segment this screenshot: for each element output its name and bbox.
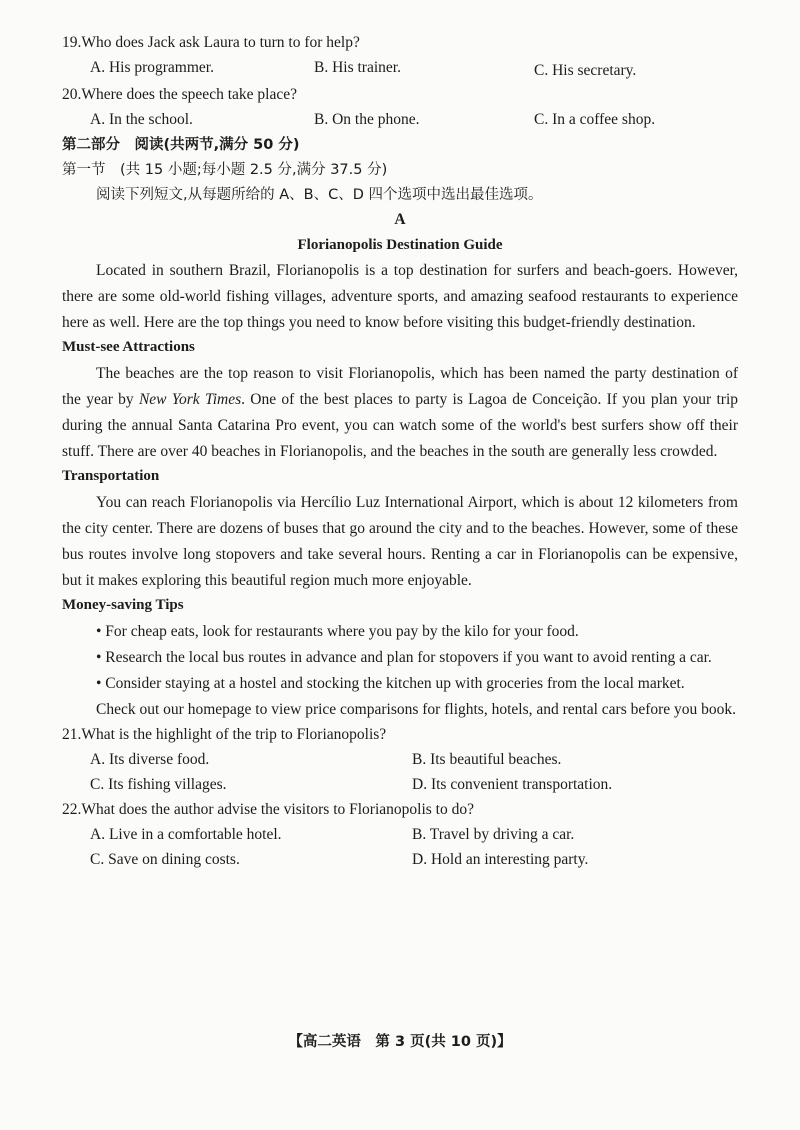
option-c: C. In a coffee shop. [534, 111, 656, 128]
option-b: B. Travel by driving a car. [412, 826, 575, 844]
option-c: C. His secretary. [534, 62, 637, 79]
option-c: C. Save on dining costs. [90, 851, 240, 869]
option-a: A. In the school. [90, 111, 193, 128]
question-20 [62, 82, 738, 107]
question-text: Where does the speech take place? [81, 86, 297, 103]
option-b: B. His trainer. [314, 59, 401, 76]
options-21-row1 [62, 747, 738, 772]
options-19 [62, 55, 738, 80]
attractions-paragraph: The beaches are the top reason to visit Florianopolis, which has been named the party destination of the year by New York Times. One of the best places to party is Lagoa de Conceição. If you plan your trip during the annual Santa Catarina Pro event, you can watch some of the world's best surfers show off their stuff. There are over 40 beaches in Florianopolis, and the beaches in the south are generally less crowded. [62, 365, 739, 460]
option-a: A. Its diverse food. [90, 751, 210, 769]
question-text: Who does Jack ask Laura to turn to for help? [81, 34, 360, 51]
options-20 [62, 107, 738, 132]
exam-page [62, 30, 738, 872]
option-a: A. Live in a comfortable hotel. [90, 826, 282, 844]
option-c: C. Its fishing villages. [90, 776, 227, 794]
question-number: 19. [62, 34, 82, 51]
question-19 [62, 30, 738, 55]
closing-paragraph: Check out our homepage to view price comparisons for flights, hotels, and rental cars before you book. [96, 700, 737, 718]
options-21-row2 [62, 772, 738, 797]
option-d: D. Its convenient transportation. [412, 776, 613, 794]
question-number: 20. [62, 86, 82, 103]
question-22: 22.What does the author advise the visitors to Florianopolis to do? [62, 801, 474, 819]
intro-paragraph: Located in southern Brazil, Florianopolis is a top destination for surfers and beach-goers. However, there are some old-world fishing villages, adventure sports, and amazing seafood restaurants to experience here as well. Here are the top things you need to know before visiting this budget-friendly destination. [62, 262, 738, 331]
passage-title: Florianopolis Destination Guide [297, 237, 503, 253]
tip-item: • Consider staying at a hostel and stocking the kitchen up with groceries from the local market. [96, 674, 685, 692]
transportation-heading: Transportation [62, 468, 160, 485]
options-22-row2 [62, 847, 738, 872]
tips-heading: Money-saving Tips [62, 597, 184, 614]
options-22-row1 [62, 822, 738, 847]
option-d: D. Hold an interesting party. [412, 851, 589, 869]
instructions: 阅读下列短文,从每题所给的 A、B、C、D 四个选项中选出最佳选项。 [96, 187, 543, 203]
option-b: B. Its beautiful beaches. [412, 751, 562, 769]
tip-item: • Research the local bus routes in advance and plan for stopovers if you want to avoid renting a car. [96, 648, 712, 666]
passage-letter: A [394, 211, 406, 228]
part-two-title: 第二部分 阅读(共两节,满分 50 分) [62, 137, 300, 153]
question-21: 21.What is the highlight of the trip to Florianopolis? [62, 726, 387, 744]
option-b: B. On the phone. [314, 111, 420, 128]
section-one-title: 第一节 (共 15 小题;每小题 2.5 分,满分 37.5 分) [62, 162, 388, 178]
attractions-heading: Must-see Attractions [62, 339, 195, 356]
page-footer: 【高二英语 第 3 页(共 10 页)】 [288, 1034, 512, 1050]
transportation-paragraph: You can reach Florianopolis via Hercílio Luz International Airport, which is about 12 kilometers from the city center. There are dozens of buses that go around the city and to the beaches. However, some of these bus routes involve long stopovers and take several hours. Renting a car in Florianopolis can be expensive, but it makes exploring this beautiful region much more enjoyable. [62, 494, 738, 589]
newspaper-name: New York Times [138, 390, 242, 408]
option-a: A. His programmer. [90, 59, 214, 76]
tip-item: • For cheap eats, look for restaurants where you pay by the kilo for your food. [96, 623, 579, 641]
